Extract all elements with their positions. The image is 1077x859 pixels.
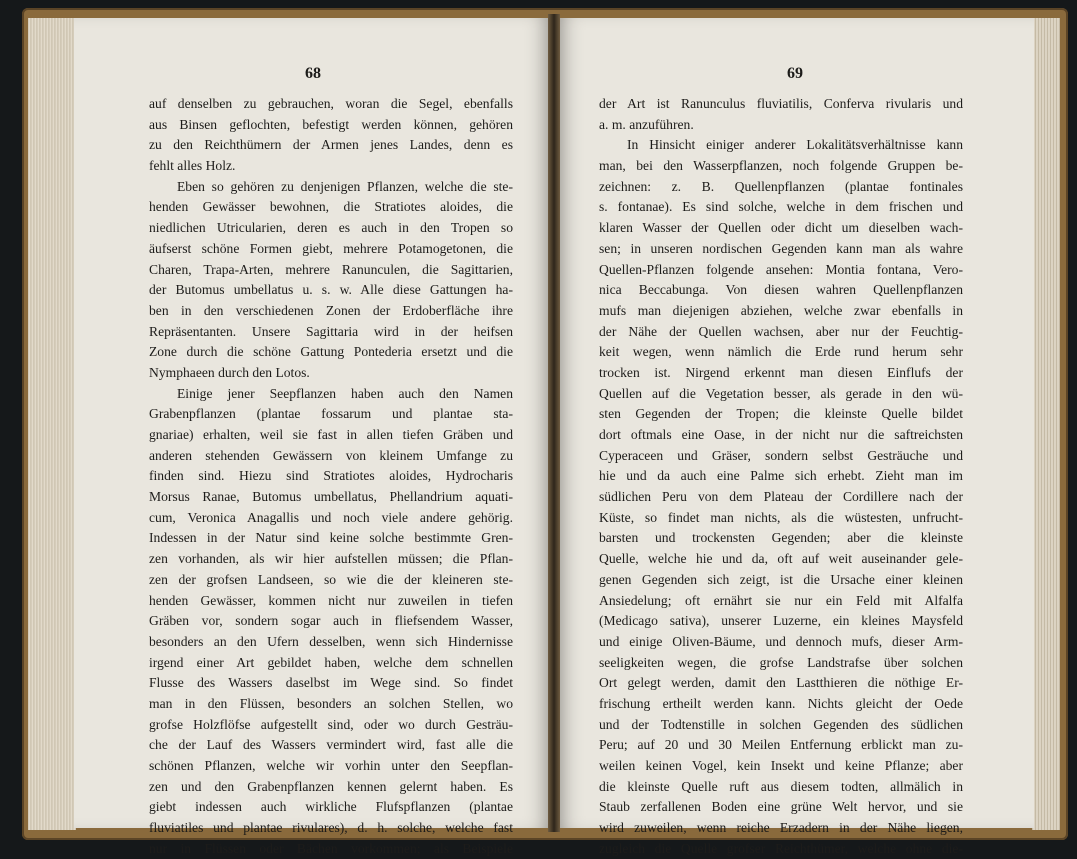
text-line: man, bei den Wasserpflanzen, noch folgende Gruppen be- [599,158,963,174]
text-line: fehlt alles Holz. [149,158,236,174]
text-line: Küste, so findet man nichts, als die wüstesten, unfrucht- [599,509,963,525]
text-line: anderen stehenden Gewässern von kleinem Umfange zu [149,447,513,463]
text-line: der Art ist Ranunculus fluviatilis, Conferva rivularis und [599,96,963,111]
text-line: sten Gegenden der Tropen; die kleinste Quelle bildet [599,406,963,422]
text-line: dort oftmals eine Oase, in der nicht nur die saftreichsten [599,427,963,442]
text-line: che der Lauf des Wassers vermindert wird, fast alle die [149,737,513,753]
text-line: zeichnen: z. B. Quellenpflanzen (plantae fontinales [599,178,963,194]
book-gutter [548,14,560,832]
text-line: irgend einer Art gebildet haben, welche dem schnellen [149,654,513,670]
text-line: frischung ertheilt werden kann. Nichts gleicht der Oede [599,695,963,711]
text-line: nur in Flüssen oder Bächen vorkommen; als Beispiele [149,840,513,856]
left-page [74,18,552,856]
text-line: Quellen-Pflanzen folgende ansehen: Montia fontana, Vero- [599,261,963,277]
text-line: cum, Veronica Anagallis und noch viele andere gehörig. [149,509,513,525]
text-line: zen und den Grabenpflanzen kennen gelernt haben. Es [149,778,513,794]
text-line: Peru; auf 20 und 30 Meilen Entfernung erblickt man zu- [599,737,963,753]
text-line: genen Gegenden sich zeigt, ist die Ursache einer kleinen [599,571,963,587]
text-line: der Butomus umbellatus u. s. w. Alle diese Gattungen ha- [149,282,513,298]
text-line: ben in den verschiedenen Zonen der Erdoberfläche ihre [149,302,513,318]
text-line: südlichen Peru von dem Plateau der Cordillere nach der [599,489,963,505]
text-line: Repräsentanten. Unsere Sagittaria wird in der heifsen [149,323,513,339]
text-line: seeligkeiten wegen, die grofse Landstrafse über solchen [599,654,963,670]
text-line: wird zuweilen, wenn reiche Erzadern in der Nähe liegen, [599,820,963,836]
text-line: Flusse des Wassers daselbst im Wege sind. So findet [149,675,513,691]
text-line: Gräben vor, sondern sogar auch in fliefsendem Wasser, [149,613,513,629]
text-line: klaren Wasser der Quellen oder dicht um dieselben wach- [599,220,963,236]
text-line: zu den Reichthümern der Armen jenes Landes, denn es [149,137,513,153]
text-line: finden sind. Hiezu sind Stratiotes aloides, Hydrocharis [149,468,513,484]
text-line: und der Todtenstille in solchen Gegenden des südlichen [599,716,963,732]
text-line: äufserst schöne Formen giebt, mehrere Potamogetonen, die [149,240,513,256]
left-page-text [149,94,513,859]
text-line: henden Gewässer bewohnen, die Stratiotes aloides, die [149,199,513,215]
text-line: zugleich die Quelle grofser Reichthümer, welche ohne die- [599,840,963,856]
text-line: nica Beccabunga. Von diesen wahren Quellenpflanzen [599,282,963,298]
page-number: 68 [305,65,321,82]
text-line: aus Binsen geflochten, befestigt werden können, gehören [149,116,513,132]
text-line: keit wegen, wenn nämlich die Erde rund herum sehr [599,344,963,360]
text-line: giebt indessen auch wirkliche Flufspflanzen (plantae [149,799,513,815]
text-line: mufs man diejenigen abziehen, welche zwar ebenfalls in [599,302,963,318]
right-page-text [599,94,963,859]
text-line: Charen, Trapa-Arten, mehrere Ranunculen, die Sagittarien, [149,261,513,277]
page-number: 69 [787,65,803,82]
text-line: trocken ist. Nirgend erkennt man diesen Einflufs der [599,364,963,380]
text-line: s. fontanae). Es sind solche, welche in dem frischen und [599,199,963,215]
text-line: Cyperaceen und Gräser, sondern selbst Gesträuche und [599,447,963,463]
text-line: Grabenpflanzen (plantae fossarum und plantae sta- [149,406,513,422]
text-line: (Medicago sativa), unserer Luzerne, ein kleines Maysfeld [599,613,963,629]
page-edges-right [1032,18,1060,830]
text-line: grofse Holzflöfse aufgestellt sind, oder wo durch Gesträu- [149,716,513,732]
text-line: Einige jener Seepflanzen haben auch den Namen [177,385,513,401]
text-line: sen; in unseren nordischen Gegenden kann man als wahre [599,240,963,256]
text-line: Eben so gehören zu denjenigen Pflanzen, welche die ste- [177,178,513,194]
text-line: hie und da auch eine Palme sich erhebt. Zieht man im [599,468,963,484]
text-line: niedlichen Utricularien, deren es auch in den Tropen so [149,220,513,236]
text-line: die kleinste Quelle ruft aus diesem todten, allmälich in [599,778,963,794]
text-line: schönen Pflanzen, welche wir vorhin unter den Seepflan- [149,758,513,773]
text-line: Zone durch die schöne Gattung Pontederia ersetzt und die [149,344,513,360]
text-line: auf denselben zu gebrauchen, woran die Segel, ebenfalls [149,96,513,111]
text-line: besonders an den Ufern desselben, wenn sich Hindernisse [149,633,513,649]
page-edges-left [28,18,76,830]
text-line: Nymphaeen durch den Lotos. [149,364,310,380]
text-line: weilen keinen Vogel, kein Insekt und keine Pflanze; aber [599,758,963,773]
text-line: Ort gelegt werden, damit den Lastthieren die nöthige Er- [599,675,963,691]
text-line: gnariae) erhalten, weil sie fast in allen tiefen Gräben und [149,427,513,442]
text-line: In Hinsicht einiger anderer Lokalitätsverhältnisse kann [627,137,963,153]
text-line: Indessen in der Natur sind keine solche bestimmte Gren- [149,530,513,546]
text-line: Quellen auf die Vegetation besser, als gerade in den wü- [599,385,963,401]
right-page [556,18,1034,856]
text-line: Ansiedelung; oft ernährt sie nur ein Feld mit Alfalfa [599,592,963,608]
text-line: a. m. anzuführen. [599,116,694,132]
text-line: zen der grofsen Landseen, so wie die der kleineren ste- [149,571,513,587]
text-line: zen vorhanden, als wir hier aufstellen müssen; die Pflan- [149,551,513,567]
text-line: Morsus Ranae, Butomus umbellatus, Phellandrium aquati- [149,489,513,505]
text-line: fluviatiles und plantae rivulares), d. h. solche, welche fast [149,820,513,836]
text-line: henden Gewässer, kommen nicht nur zuweilen in tiefen [149,592,513,608]
text-line: Staub zerfallenen Boden eine grüne Welt hervor, und sie [599,799,963,815]
text-line: der Nähe der Quellen wachsen, aber nur der Feuchtig- [599,323,963,339]
text-line: Quelle, welche hie und da, oft auf weit auseinander gele- [599,551,963,567]
text-line: und einige Oliven-Bäume, und dennoch mufs, dieser Arm- [599,633,963,649]
text-line: barsten und trockensten Gegenden; aber die kleinste [599,530,963,546]
text-line: man in den Flüssen, besonders an solchen Stellen, wo [149,695,513,711]
